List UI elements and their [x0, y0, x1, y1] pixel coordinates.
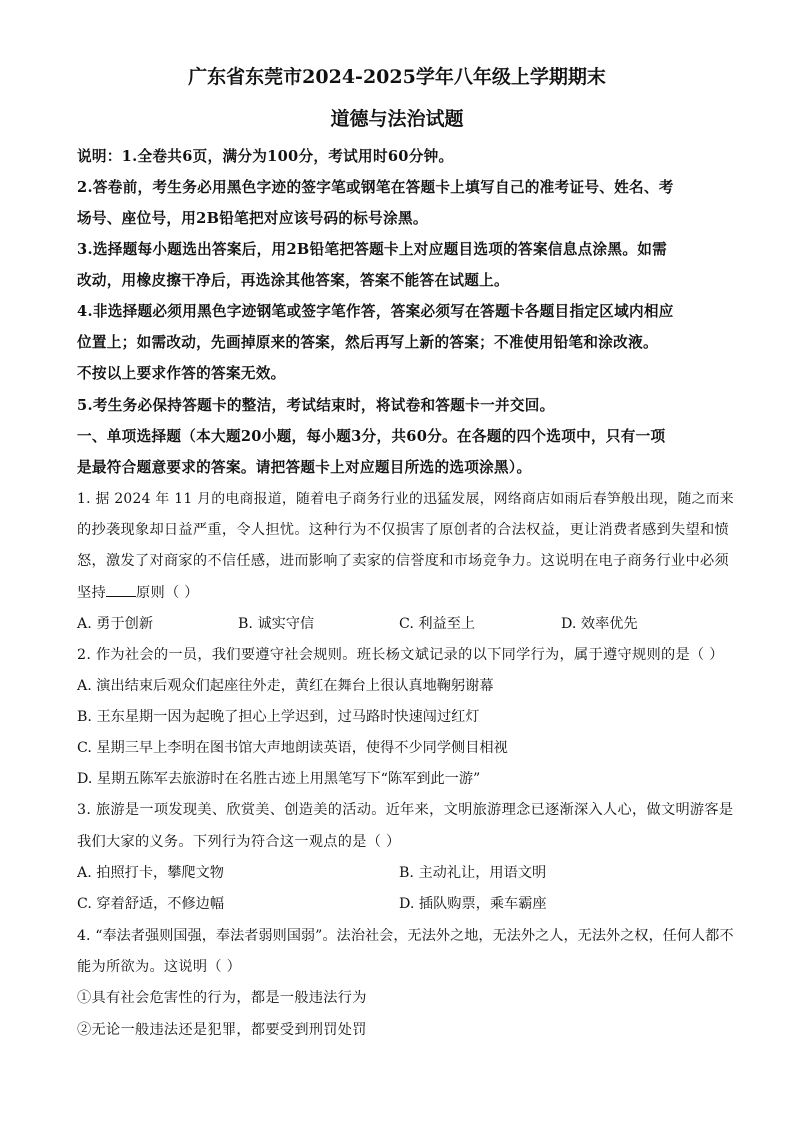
- q1-option-b: B. 诚实守信: [238, 616, 315, 632]
- q3-option-a: A. 拍照打卡，攀爬文物: [77, 865, 224, 881]
- section-heading-line1: 一、单项选择题（本大题20小题，每小题3分，共60分。在各题的四个选项中，只有一项: [77, 428, 666, 445]
- q1-line4: [77, 582, 199, 603]
- q1-option-c: C. 利益至上: [399, 616, 476, 632]
- q3-option-d: D. 插队购票，乘车霸座: [399, 896, 547, 912]
- q4-line1: 4. “奉法者强则国强，奉法者弱则国弱”。法治社会，无法外之地，无法外之人，无法外之权，任何人都不: [77, 928, 734, 944]
- instruction-3b: 改动，用橡皮擦干净后，再选涂其他答案，答案不能答在试题上。: [77, 272, 509, 289]
- instruction-5: 5.考生务必保持答题卡的整洁，考试结束时，将试卷和答题卡一并交回。: [77, 397, 555, 414]
- exam-subtitle: 道德与法治试题: [330, 108, 464, 130]
- q4-line2: 能为所欲为。这说明（ ）: [77, 959, 242, 975]
- q3-option-c: C. 穿着舒适，不修边幅: [77, 896, 225, 912]
- q1-option-d: D. 效率优先: [561, 616, 638, 632]
- q1-line1: 1. 据 2024 年 11 月的电商报道，随着电子商务行业的迅猛发展，网络商店如雨后春笋般出现，随之而来: [77, 491, 734, 507]
- instruction-2a: 2.答卷前，考生务必用黑色字迹的签字笔或钢笔在答题卡上填写自己的准考证号、姓名、考: [77, 179, 674, 196]
- q1-option-a: A. 勇于创新: [77, 616, 154, 632]
- section-heading-line2: 是最符合题意要求的答案。请把答题卡上对应题目所选的选项涂黑）。: [77, 459, 532, 476]
- q2-line1: 2. 作为社会的一员，我们要遵守社会规则。班长杨文斌记录的以下同学行为，属于遵守规则的是（ ）: [77, 647, 724, 663]
- q4-item-1: ①具有社会危害性的行为，都是一般违法行为: [77, 990, 367, 1006]
- q3-option-b: B. 主动礼让，用语文明: [399, 865, 547, 881]
- q1-answer-blank: [106, 582, 136, 597]
- q3-line1: 3. 旅游是一项发现美、欣赏美、创造美的活动。近年来，文明旅游理念已逐渐深入人心，做文明游客是: [77, 802, 734, 818]
- q2-option-c: C. 星期三早上李明在图书馆大声地朗读英语，使得不少同学侧目相视: [77, 740, 508, 756]
- instruction-2b: 场号、座位号，用2B铅笔把对应该号码的标号涂黑。: [77, 210, 428, 227]
- q2-option-d: D. 星期五陈军去旅游时在名胜古迹上用黑笔写下“陈军到此一游”: [77, 771, 481, 787]
- q4-item-2: ②无论一般违法还是犯罪，都要受到刑罚处罚: [77, 1022, 367, 1038]
- instruction-4c: 不按以上要求作答的答案无效。: [77, 365, 286, 382]
- instruction-4a: 4.非选择题必须用黑色字迹钢笔或签字笔作答，答案必须写在答题卡各题目指定区域内相应: [77, 303, 674, 320]
- q1-line3: 怒，激发了对商家的不信任感，进而影响了卖家的信誉度和市场竞争力。这说明在电子商务行业中必须: [77, 553, 729, 569]
- q2-option-a: A. 演出结束后观众们起座往外走，黄红在舞台上很认真地鞠躬谢幕: [77, 678, 494, 694]
- instruction-1: 说明：1.全卷共6页，满分为100分，考试用时60分钟。: [77, 148, 454, 165]
- q3-line2: 我们大家的义务。下列行为符合这一观点的是（ ）: [77, 834, 401, 850]
- instruction-4b: 位置上；如需改动，先画掉原来的答案，然后再写上新的答案；不准使用铅笔和涂改液。: [77, 334, 658, 351]
- q1-line2: 的抄袭现象却日益严重，令人担忧。这种行为不仅损害了原创者的合法权益，更让消费者感到失望和愤: [77, 522, 729, 538]
- q2-option-b: B. 王东星期一因为起晚了担心上学迟到，过马路时快速闯过红灯: [77, 709, 480, 725]
- instruction-3a: 3.选择题每小题选出答案后，用2B铅笔把答题卡上对应题目选项的答案信息点涂黑。如需: [77, 241, 667, 258]
- exam-title: 广东省东莞市2024-2025学年八年级上学期期末: [188, 66, 606, 88]
- q1-line4-pre: 坚持: [77, 585, 106, 601]
- q1-line4-post: 原则（ ）: [135, 585, 199, 601]
